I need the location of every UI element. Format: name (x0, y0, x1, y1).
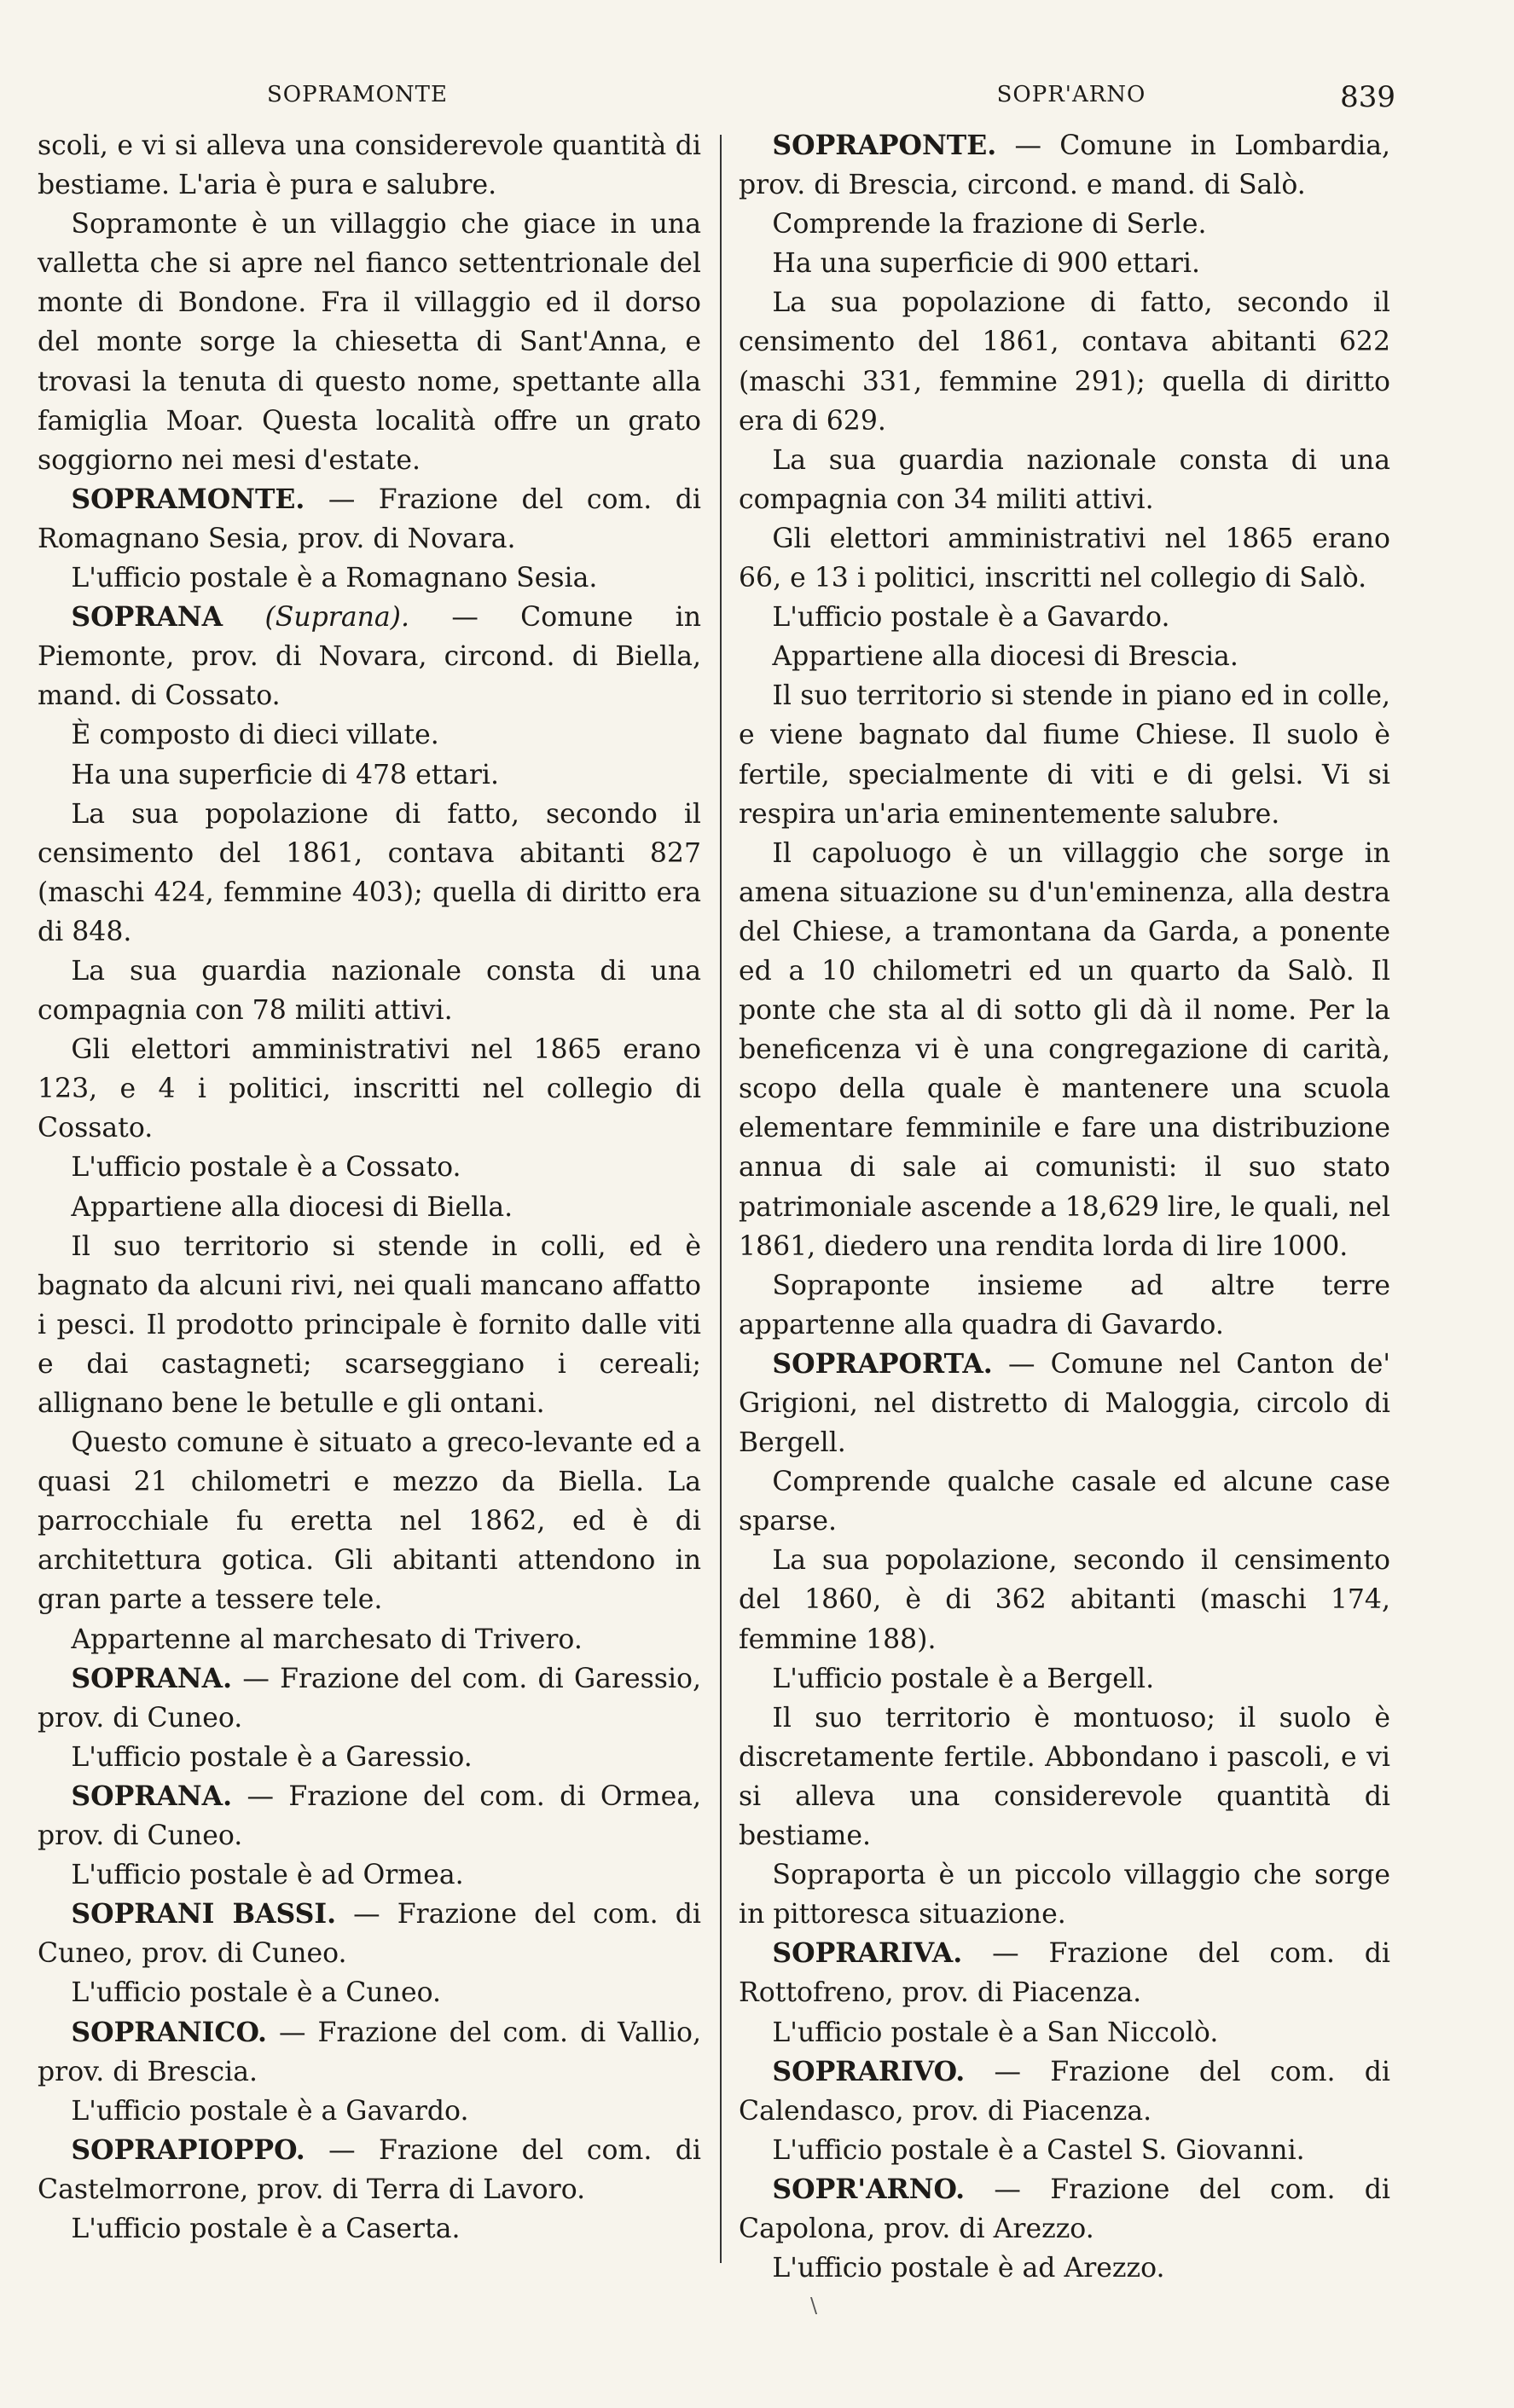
body-paragraph: Il suo territorio si stende in piano ed in colle, e viene bagnato dal fiume Chiese. Il suolo è fertile, specialmente di viti e di gelsi. Vi si respira un'aria eminentemente salubre. (739, 680, 1390, 830)
entry-paragraph (38, 598, 701, 715)
body-paragraph: L'ufficio postale è a Caserta. (71, 2213, 461, 2244)
entry-paragraph (739, 2052, 1390, 2131)
entry-paragraph (38, 2131, 701, 2209)
body-paragraph: Gli elettori amministrativi nel 1865 erano 66, e 13 i politici, inscritti nel collegio di Salò. (739, 523, 1390, 594)
body-paragraph: La sua popolazione di fatto, secondo il censimento del 1861, contava abitanti 622 (maschi 331, femmine 291); quella di diritto era di 629. (739, 287, 1390, 437)
entry-headword: SOPRAMONTE. (71, 483, 305, 515)
entry-headword: SOPRANA (71, 601, 223, 634)
body-paragraph: Il suo territorio si stende in colli, ed è bagnato da alcuni rivi, nei quali mancano affatto i pesci. Il prodotto principale è fornito dalle viti e dai castagneti; scarseggiano i cereali; allignano bene le betulle e gli ontani. (38, 1230, 701, 1419)
body-paragraph: La sua guardia nazionale consta di una compagnia con 78 militi attivi. (38, 955, 701, 1027)
entry-headword: SOPRAPONTE. (772, 130, 997, 161)
entry-paragraph (739, 126, 1390, 205)
entry-text: — Frazione del com. di Vallio, prov. di Brescia. (38, 2017, 701, 2087)
entry-paragraph (739, 1934, 1390, 2012)
entry-headword: SOPRARIVO. (772, 2055, 966, 2087)
running-header-left: SOPRAMONTE (267, 82, 448, 107)
entry-headword: SOPRANA. (71, 1780, 233, 1812)
entry-text: — Frazione del com. di Cuneo, prov. di Cuneo. (38, 1899, 702, 1970)
body-paragraph: L'ufficio postale è a Castel S. Giovanni. (772, 2134, 1305, 2166)
body-paragraph: Comprende qualche casale ed alcune case sparse. (739, 1467, 1390, 1537)
body-paragraph: L'ufficio postale è ad Arezzo. (772, 2253, 1165, 2284)
column-divider (720, 135, 722, 2263)
body-paragraph: Il capoluogo è un villaggio che sorge in amena situazione su d'un'eminenza, alla destra del Chiese, a tramontana da Garda, a ponente ed a 10 chilometri ed un quarto da Salò. Il ponte che sta al di sotto gli dà il nome. Per la beneficenza vi è una congregazione di carità, scopo della quale è mantenere una scuola elementare femminile e fare una distribuzione annua di sale ai comunisti: il suo stato patrimoniale ascende a 18,629 lire, le quali, nel 1861, diedero una rendita lorda di lire 1000. (739, 837, 1390, 1262)
entry-text: — Frazione del com. di Garessio, prov. di Cuneo. (38, 1663, 701, 1734)
entry-text: — Frazione del com. di Calendasco, prov. di Piacenza. (739, 2056, 1390, 2127)
entry-text: — Frazione del com. di Capolona, prov. di Arezzo. (739, 2174, 1391, 2244)
body-paragraph: L'ufficio postale è a Cuneo. (71, 1977, 442, 2009)
body-paragraph: Il suo territorio è montuoso; il suolo è discretamente fertile. Abbondano i pascoli, e vi si alleva una considerevole quantità di bestiame. (739, 1702, 1390, 1852)
body-paragraph: L'ufficio postale è ad Ormea. (71, 1860, 464, 1891)
body-paragraph: Questo comune è situato a greco-levante ed a quasi 21 chilometri e mezzo da Biella. La parrocchiale fu eretta nel 1862, ed è di architettura gotica. Gli abitanti attendono in gran parte a tessere tele. (38, 1427, 701, 1616)
body-paragraph: L'ufficio postale è a San Niccolò. (772, 2017, 1219, 2048)
entry-text: — Comune in Lombardia, prov. di Brescia, circond. e mand. di Salò. (739, 130, 1390, 201)
body-paragraph: Sopraporta è un piccolo villaggio che sorge in pittoresca situazione. (739, 1860, 1390, 1930)
entry-paragraph (38, 480, 701, 559)
entry-headword: SOPRANICO. (71, 2016, 268, 2048)
entry-headword: SOPRARIVA. (772, 1937, 963, 1970)
entry-paragraph (38, 2013, 701, 2092)
body-paragraph: È composto di dieci villate. (71, 720, 439, 751)
entry-paragraph (38, 1895, 701, 1973)
body-paragraph: Ha una superficie di 900 ettari. (772, 248, 1200, 280)
body-paragraph: La sua popolazione, secondo il censimento del 1860, è di 362 abitanti (maschi 174, femmine 188). (739, 1545, 1390, 1655)
entry-text: — Frazione del com. di Romagnano Sesia, prov. di Novara. (38, 483, 701, 554)
running-header-right: SOPR'ARNO (996, 82, 1146, 107)
body-paragraph: Appartiene alla diocesi di Brescia. (772, 641, 1238, 673)
footer-mark: \ (810, 2294, 818, 2318)
entry-paragraph (38, 1659, 701, 1738)
right-column (739, 126, 1390, 2288)
entry-headword: SOPRANI BASSI. (71, 1898, 337, 1930)
entry-text: — Comune nel Canton de' Grigioni, nel distretto di Maloggia, circolo di Bergell. (739, 1348, 1390, 1459)
body-paragraph: La sua popolazione di fatto, secondo il censimento del 1861, contava abitanti 827 (maschi 424, femmine 403); quella di diritto era di 848. (38, 798, 701, 947)
body-paragraph: L'ufficio postale è a Gavardo. (772, 602, 1170, 634)
body-paragraph: Comprende la frazione di Serle. (772, 209, 1207, 240)
body-paragraph: L'ufficio postale è a Cossato. (71, 1152, 461, 1184)
entry-text: — Frazione del com. di Castelmorrone, prov. di Terra di Lavoro. (38, 2134, 702, 2205)
body-paragraph: Sopramonte è un villaggio che giace in una valletta che si apre nel fianco settentrionale del monte di Bondone. Fra il villaggio ed il dorso del monte sorge la chiesetta di Sant'Anna, e trovasi la tenuta di questo nome, spettante alla famiglia Moar. Questa località offre un grato soggiorno nei mesi d'estate. (38, 209, 701, 476)
body-paragraph: Sopraponte insieme ad altre terre appartenne alla quadra di Gavardo. (739, 1270, 1390, 1340)
body-paragraph: La sua guardia nazionale consta di una compagnia con 34 militi attivi. (739, 444, 1390, 515)
entry-headword: SOPRAPORTA. (772, 1347, 993, 1380)
entry-headword: SOPRAPIOPPO. (71, 2133, 305, 2166)
entry-text: — Comune in Piemonte, prov. di Novara, circond. di Biella, mand. di Cossato. (38, 602, 702, 712)
entry-paragraph (739, 1345, 1390, 1462)
entry-text: — Frazione del com. di Rottofreno, prov. di Piacenza. (739, 1938, 1390, 2009)
entry-paragraph (739, 2170, 1390, 2249)
body-paragraph: Ha una superficie di 478 ettari. (71, 759, 499, 790)
page-number: 839 (1340, 80, 1395, 114)
body-paragraph: L'ufficio postale è a Garessio. (71, 1741, 473, 1773)
entry-text: — Frazione del com. di Ormea, prov. di Cuneo. (38, 1780, 702, 1852)
left-column (38, 126, 701, 2249)
body-paragraph: Appartiene alla diocesi di Biella. (71, 1191, 513, 1223)
body-paragraph: Appartenne al marchesato di Trivero. (71, 1624, 583, 1655)
body-paragraph: L'ufficio postale è a Gavardo. (71, 2095, 469, 2127)
body-paragraph: Gli elettori amministrativi nel 1865 erano 123, e 4 i politici, inscritti nel collegio di Cossato. (38, 1034, 701, 1144)
entry-paragraph (38, 1777, 701, 1855)
entry-variant-name: (Suprana). (264, 602, 409, 634)
body-paragraph: scoli, e vi si alleva una considerevole quantità di bestiame. L'aria è pura e salubre. (38, 130, 701, 201)
entry-headword: SOPRANA. (71, 1662, 233, 1694)
entry-headword: SOPR'ARNO. (772, 2173, 966, 2205)
body-paragraph: L'ufficio postale è a Bergell. (772, 1663, 1155, 1694)
body-paragraph: L'ufficio postale è a Romagnano Sesia. (71, 563, 598, 594)
